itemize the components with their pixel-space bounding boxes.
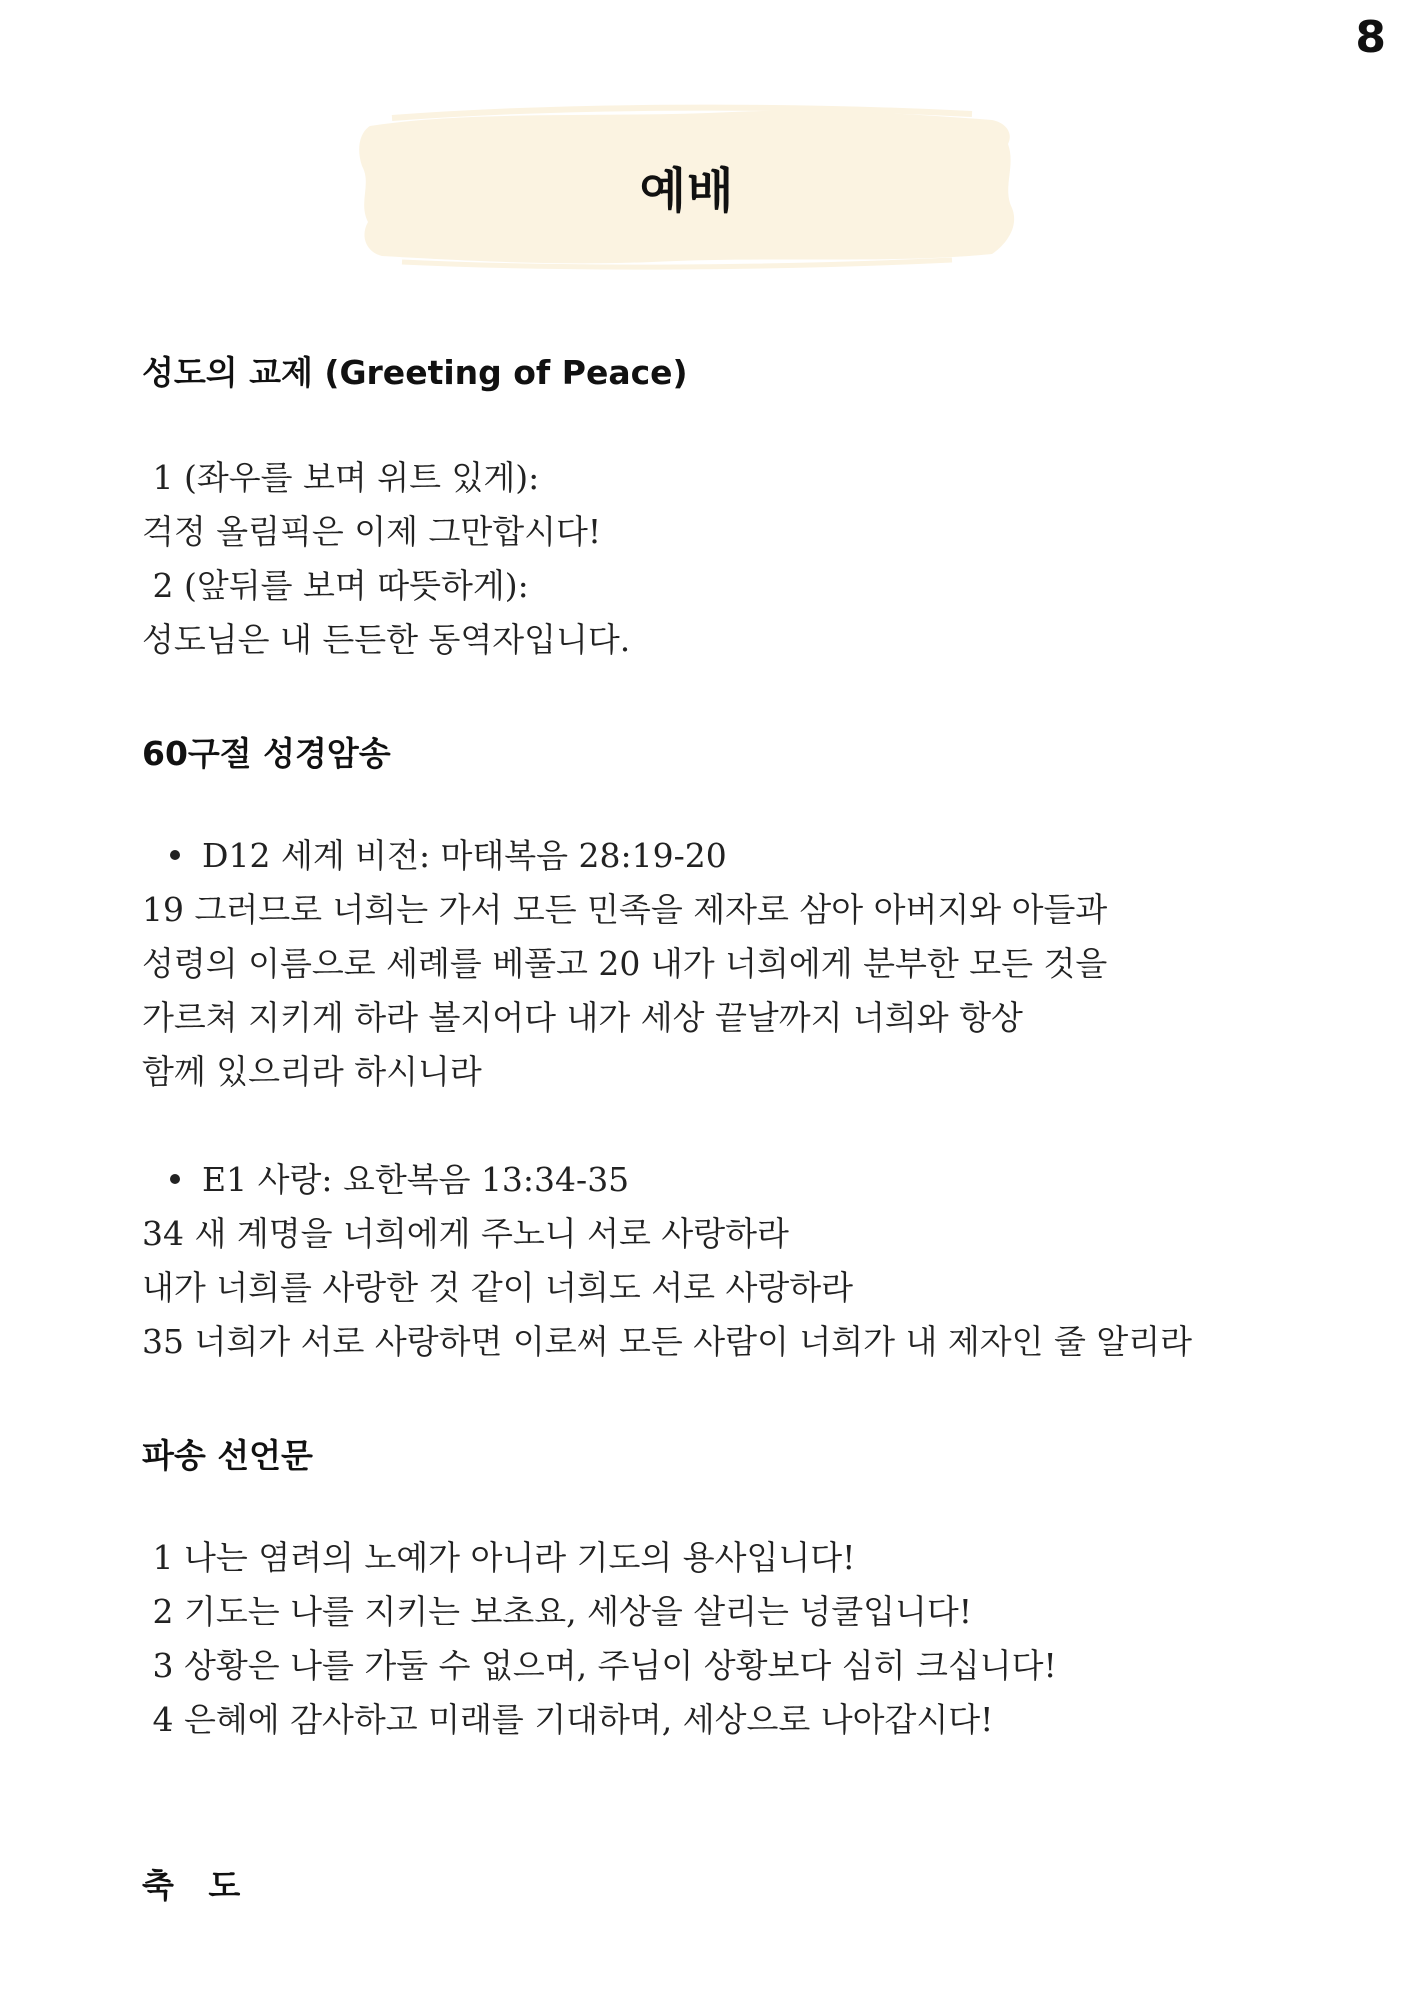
verse2-line-3: 35 너희가 서로 사랑하면 이로써 모든 사람이 너희가 내 제자인 줄 알리라 bbox=[142, 1322, 1192, 1361]
heading-memory: 60구절 성경암송 bbox=[142, 734, 391, 773]
page-title: 예배 bbox=[639, 162, 735, 219]
bullet-icon bbox=[170, 1174, 180, 1184]
heading-blessing: 축 도 bbox=[142, 1866, 241, 1905]
greeting-line-2: 걱정 올림픽은 이제 그만합시다! bbox=[142, 512, 602, 551]
heading-sending: 파송 선언문 bbox=[142, 1436, 313, 1475]
sending-line-4: 4 은혜에 감사하고 미래를 기대하며, 세상으로 나아갑시다! bbox=[142, 1700, 994, 1739]
verse2-line-2: 내가 너희를 사랑한 것 같이 너희도 서로 사랑하라 bbox=[142, 1268, 853, 1307]
verse2-line-1: 34 새 계명을 너희에게 주노니 서로 사랑하라 bbox=[142, 1214, 789, 1253]
verse1-reference bbox=[170, 836, 727, 876]
greeting-line-1: 1 (좌우를 보며 위트 있게): bbox=[142, 458, 540, 497]
greeting-line-3: 2 (앞뒤를 보며 따뜻하게): bbox=[142, 566, 529, 605]
verse1-line-1: 19 그러므로 너희는 가서 모든 민족을 제자로 삼아 아버지와 아들과 bbox=[142, 890, 1108, 929]
page-number: 8 bbox=[1355, 12, 1386, 63]
sending-line-1: 1 나는 염려의 노예가 아니라 기도의 용사입니다! bbox=[142, 1538, 856, 1577]
sending-line-2: 2 기도는 나를 지키는 보초요, 세상을 살리는 넝쿨입니다! bbox=[142, 1592, 972, 1631]
bullet-icon bbox=[170, 850, 180, 860]
sending-line-3: 3 상황은 나를 가둘 수 없으며, 주님이 상황보다 심히 크십니다! bbox=[142, 1646, 1057, 1685]
heading-greeting: 성도의 교제 (Greeting of Peace) bbox=[142, 353, 688, 392]
title-banner bbox=[352, 96, 1022, 276]
verse2-ref-text: E1 사랑: 요한복음 13:34-35 bbox=[202, 1160, 630, 1199]
verse1-line-4: 함께 있으리라 하시니라 bbox=[142, 1052, 482, 1091]
verse1-line-2: 성령의 이름으로 세례를 베풀고 20 내가 너희에게 분부한 모든 것을 bbox=[142, 944, 1108, 983]
verse2-reference bbox=[170, 1160, 629, 1200]
greeting-line-4: 성도님은 내 든든한 동역자입니다. bbox=[142, 620, 631, 659]
verse1-line-3: 가르쳐 지키게 하라 볼지어다 내가 세상 끝날까지 너희와 항상 bbox=[142, 998, 1023, 1037]
verse1-ref-text: D12 세계 비전: 마태복음 28:19-20 bbox=[202, 836, 727, 875]
